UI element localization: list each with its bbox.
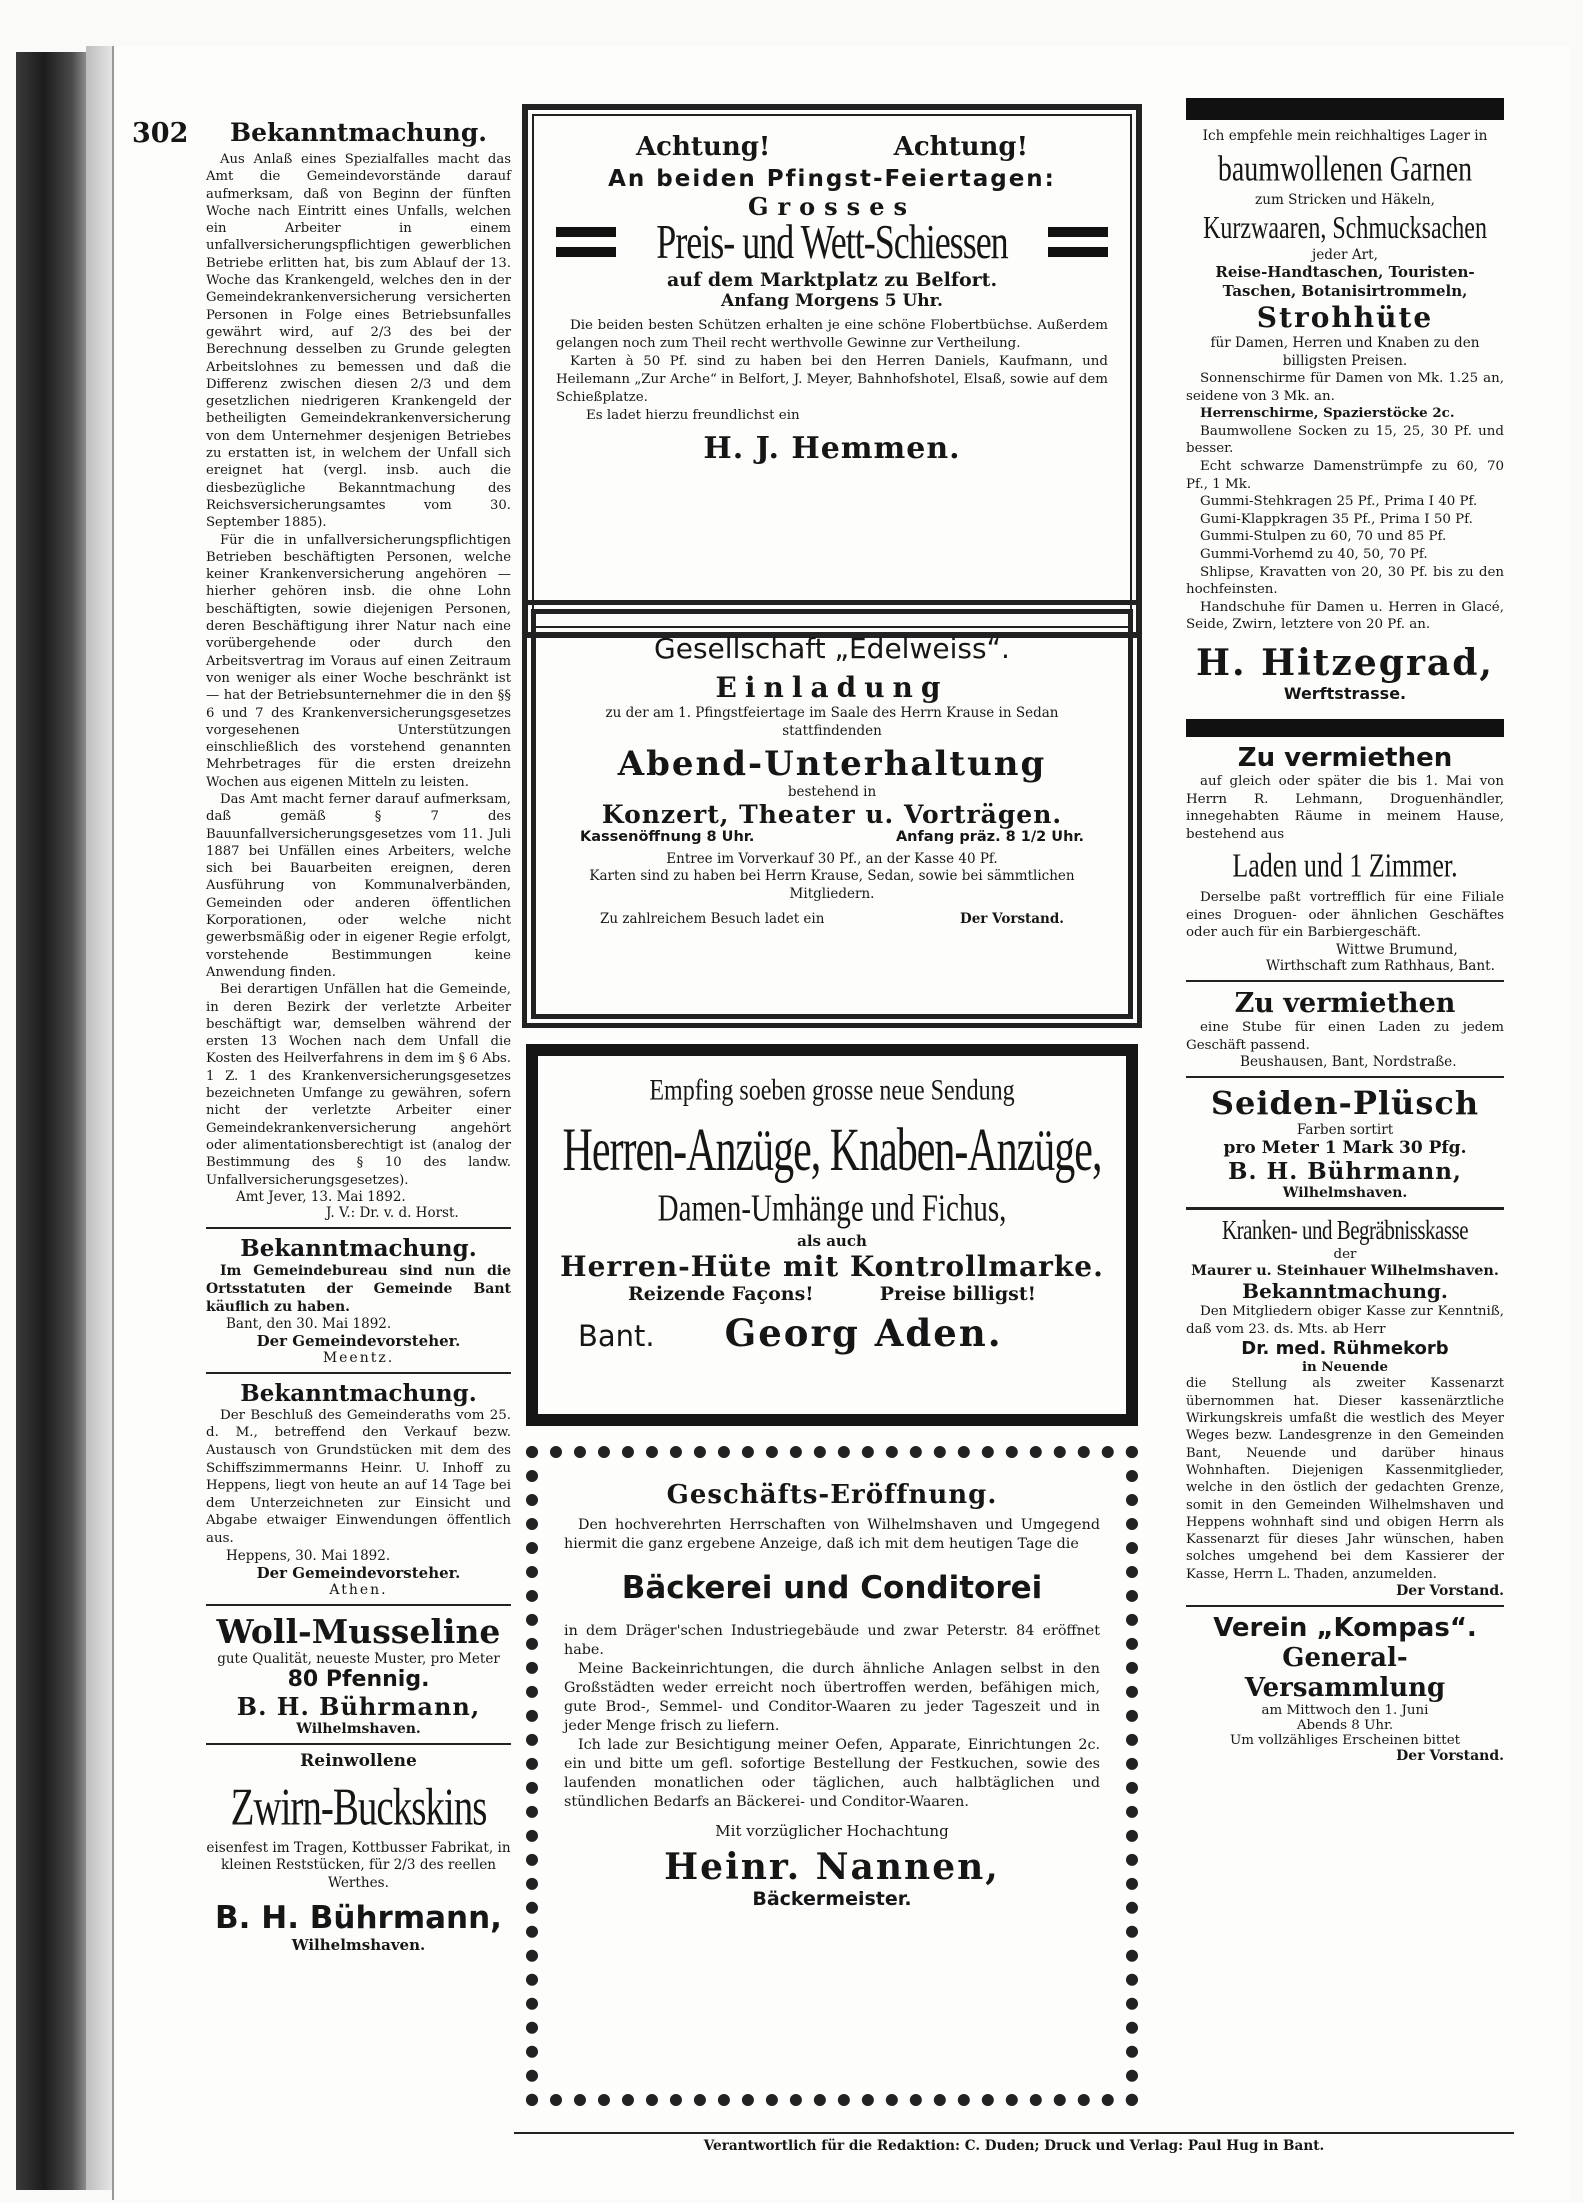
ad-pluesch-title: Seiden-Plüsch xyxy=(1210,1084,1480,1123)
ad-kasse-signature: Der Vorstand. xyxy=(1396,1583,1504,1599)
ad-kompas-title: Verein „Kompas“. xyxy=(1213,1613,1477,1643)
ad-aden-also: als auch xyxy=(797,1232,867,1250)
ad-aden-slogan: Preise billigst! xyxy=(879,1283,1036,1305)
notice-3-signature: Der Gemeindevorsteher. xyxy=(256,1563,461,1582)
ad-edelweiss-cards: Karten sind zu haben bei Herrn Krause, Sedan, sowie bei sämmtlichen Mitgliedern. xyxy=(589,868,1075,902)
notice-2-date: Bant, den 30. Mai 1892. xyxy=(226,1315,392,1332)
ad-pluesch-place: Wilhelmshaven. xyxy=(1282,1185,1408,1202)
ad-edelweiss xyxy=(522,600,1142,1028)
ad-georg-aden xyxy=(526,1044,1138,1426)
ad-schiessen xyxy=(522,104,1142,638)
ad-schiessen-text: Es ladet hierzu freundlichst ein xyxy=(586,408,800,423)
ad-zwirn-text: eisenfest im Tragen, Kottbusser Fabrikat, in kleinen Reststücken, für 2/3 des reellen Werthes. xyxy=(206,1839,511,1891)
divider xyxy=(206,1227,511,1229)
page-number: 302 xyxy=(132,118,189,149)
ad-kasse-sub: Maurer u. Steinhauer Wilhelmshaven. xyxy=(1191,1262,1499,1280)
ad-rent2-text: eine Stube für einen Laden zu jedem Geschäft passend. xyxy=(1186,1020,1504,1053)
ad-kompas-signature: Der Vorstand. xyxy=(1396,1748,1504,1764)
notice-1-date: Amt Jever, 13. Mai 1892. xyxy=(236,1188,406,1205)
divider xyxy=(206,1604,511,1606)
ad-hitzegrad-firm: H. Hitzegrad, xyxy=(1196,641,1494,684)
ad-edelweiss-start: Anfang präz. 8 1/2 Uhr. xyxy=(895,829,1084,845)
ad-nannen-text: Den hochverehrten Herrschaften von Wilhelmshaven und Umgegend hiermit die ganz ergebene Anzeige, daß ich mit dem heutigen Tage die xyxy=(564,1517,1100,1552)
ad-nannen-text: Meine Backeinrichtungen, die durch ähnliche Anlagen selbst in den Großstädten weder erreicht noch übertroffen werden, befähigen mich, gute Brod-, Semmel- und Conditor-Waaren zu jeder Tageszeit und in jeder Menge frisch zu liefern. xyxy=(564,1661,1100,1734)
ad-edelweiss-open: Kassenöffnung 8 Uhr. xyxy=(580,829,755,845)
ad-schiessen-text: Karten à 50 Pf. sind zu haben bei den Herren Daniels, Kaufmann, und Heilemann „Zur Arche“ in Belfort, J. Meyer, Bahnhofshotel, Elsaß, sowie auf dem Schießplatze. xyxy=(556,354,1108,405)
ad-hitzegrad-title: Kurzwaaren, Schmucksachen xyxy=(1203,211,1487,246)
ad-edelweiss-society: Gesellschaft „Edelweiss“. xyxy=(654,632,1010,665)
ad-edelweiss-program: Konzert, Theater u. Vorträgen. xyxy=(601,800,1063,829)
list-item: Gummi-Stulpen zu 60, 70 und 85 Pf. xyxy=(1200,529,1447,545)
notice-1-paragraph: Aus Anlaß eines Spezialfalles macht das Amt die Gemeindevorstände darauf aufmerksam, daß von Beginn der fünften Woche nach Eintritt eines Unfalls, welchen ein Arbeiter in einem unfallversicherungspflichtigen gewerblichen Betriebe erlitten hat, bis zum Ablauf der 13. Woche das Krankengeld, welches den in der Gemeindekrankenversicherung versicherten Personen in Folge eines Betriebsunfalles gewährt wird, auf 2/3 des bei der Berechnung desselben zu Grunde gelegten Arbeitslohnes zu bemessen und daß die Differenz zwischen diesen 2/3 und dem gesetzlichen niedrigeren Krankengeld der betheiligten Gemeindekrankenversicherung von dem Unternehmer desjenigen Betriebes zu erstatten ist, in welchem der Unfall sich ereignet hat (vergl. insb. auch die diesbezügliche Bekanntmachung des Reichsversicherungsamtes vom 30. September 1885). xyxy=(206,152,511,531)
ad-edelweiss-entry: Entree im Vorverkauf 30 Pf., an der Kasse 40 Pf. xyxy=(666,851,998,867)
ad-schiessen-text: Die beiden besten Schützen erhalten je eine schöne Flobertbüchse. Außerdem gelangen noch zum Theil recht werthvolle Gewinne zur Vertheilung. xyxy=(556,318,1108,351)
notice-3-title: Bekanntmachung. xyxy=(240,1379,477,1407)
ad-aden-firm: Georg Aden. xyxy=(724,1311,1003,1355)
ad-edelweiss-consist: bestehend in xyxy=(787,784,877,800)
ad-aden-slogan: Reizende Façons! xyxy=(628,1283,814,1305)
notice-1-title: Bekanntmachung. xyxy=(229,118,488,147)
column-right xyxy=(1186,98,1504,1764)
ad-nannen-greeting: Mit vorzüglicher Hochachtung xyxy=(715,1822,949,1840)
footer-imprint: Verantwortlich für die Redaktion: C. Duden; Druck und Verlag: Paul Hug in Bant. xyxy=(703,2138,1325,2154)
ad-kasse-text: Den Mitgliedern obiger Kasse zur Kenntniß, daß vom 23. ds. Mts. ab Herr xyxy=(1186,1304,1504,1337)
list-item: Herrenschirme, Spazierstöcke 2c. xyxy=(1200,405,1455,422)
list-item: Gummi-Vorhemd zu 40, 50, 70 Pf. xyxy=(1200,546,1428,562)
ad-nannen-name: Heinr. Nannen, xyxy=(664,1846,1000,1888)
notice-2-text: Im Gemeindebureau sind nun die Ortsstatuten der Gemeinde Bant käuflich zu haben. xyxy=(206,1262,511,1315)
ad-hitzegrad-sub: zum Stricken und Häkeln, xyxy=(1255,192,1435,208)
list-item: Baumwollene Socken zu 15, 25, 30 Pf. und besser. xyxy=(1186,423,1504,457)
ad-rent1-title: Zu vermiethen xyxy=(1237,742,1453,773)
list-item: Gummi-Stehkragen 25 Pf., Prima I 40 Pf. xyxy=(1200,494,1478,510)
ad-pluesch-firm: B. H. Bührmann, xyxy=(1228,1158,1462,1186)
ad-pluesch-price: pro Meter 1 Mark 30 Pfg. xyxy=(1223,1138,1467,1159)
ad-kasse-in: in Neuende xyxy=(1301,1359,1389,1376)
ad-kompas-text: am Mittwoch den 1. Juni xyxy=(1261,1703,1429,1718)
list-item: Sonnenschirme für Damen von Mk. 1.25 an, seidene von 3 Mk. an. xyxy=(1186,371,1504,404)
notice-3-date: Heppens, 30. Mai 1892. xyxy=(226,1547,391,1564)
ad-kasse-text: die Stellung als zweiter Kassenarzt übernommen hat. Dieser kassenärztliche Wirkungskreis umfaßt die westlich des Meyer Weges bezw. Landesgrenze in den Gemeinden Bant, Neuende und darüber hinaus Wohnhaften. Diejenigen Kassenmitglieder, welche in den östlich der gedachten Grenze, somit in den Gemeinden Wilhelmshaven und Heppens wohnhaft sind und obigen Herrn als Kassenarzt für dieses Jahr wünschen, haben solches umgehend bei dem Kassierer der Kasse, Herrn L. Thaden, anzumelden. xyxy=(1186,1376,1504,1582)
ad-zwirn-place: Wilhelmshaven. xyxy=(291,1936,426,1955)
ad-schiessen-start: Anfang Morgens 5 Uhr. xyxy=(721,291,943,311)
ad-kompas-time: Abends 8 Uhr. xyxy=(1296,1718,1394,1733)
ad-hitzegrad-bags: Reise-Handtaschen, Touristen-Taschen, Botanisirtrommeln, xyxy=(1215,263,1475,300)
ad-rent1-rooms: Laden und 1 Zimmer. xyxy=(1232,846,1458,885)
ad-edelweiss-invite: Zu zahlreichem Besuch ladet ein xyxy=(600,911,825,927)
ad-hitzegrad-intro: Ich empfehle mein reichhaltiges Lager in xyxy=(1202,128,1488,144)
ad-aden-line: Damen-Umhänge und Fichus, xyxy=(657,1188,1007,1230)
ad-zwirn-firm: B. H. Bührmann, xyxy=(215,1900,502,1937)
ad-schiessen-signature: H. J. Hemmen. xyxy=(703,431,961,466)
ad-aden-hats: Herren-Hüte mit Kontrollmarke. xyxy=(560,1250,1104,1283)
notice-1-paragraph: Für die in unfallversicherungspflichtigen Betrieben beschäftigten Personen, welche keiner Krankenversicherung angehören — hierher gehören insb. die ohne Lohn beschäftigten, sowie diejenigen Personen, deren Beschäftigung ihrer Natur nach eine vorübergehende oder durch den Arbeitsvertrag im Voraus auf einen Zeitraum von weniger als einer Woche beschränkt ist — hat der Betriebsunternehmer die in den §§ 6 und 7 des Krankenversicherungsgesetzes vorgesehenen Unterstützungen einschließlich des vorstehend genannten Mehrbetrages für die ersten dreizehn Wochen aus eigenen Mitteln zu leisten. xyxy=(206,532,511,790)
notice-2-name: Meentz. xyxy=(322,1349,395,1366)
ad-schiessen-title: Preis- und Wett-Schiessen xyxy=(656,215,1008,269)
list-item: Echt schwarze Damenstrümpfe zu 60, 70 Pf., 1 Mk. xyxy=(1186,458,1504,492)
ad-hitzegrad-street: Werftstrasse. xyxy=(1283,683,1407,703)
decorative-bar xyxy=(556,227,616,257)
ad-rent2-title: Zu vermiethen xyxy=(1234,988,1456,1020)
list-item: Gumi-Klappkragen 35 Pf., Prima I 50 Pf. xyxy=(1200,511,1473,527)
divider xyxy=(206,1372,511,1374)
ad-rent1-signature: Wittwe Brumund, xyxy=(1336,942,1458,959)
ad-nannen-text: Ich lade zur Besichtigung meiner Oefen, Apparate, Einrichtungen 2c. ein und bitte um gefl. sofortige Bestellung der Festkuchen, sowie des laufenden monatlichen oder täglichen, auch halbtäglichen und stündlichen Bedarfs an Bäckerei- und Conditor-Waaren. xyxy=(564,1737,1100,1810)
newspaper-page xyxy=(112,46,1570,2200)
list-item: Handschuhe für Damen u. Herren in Glacé, Seide, Zwirn, letztere von 20 Pf. an. xyxy=(1186,599,1504,633)
ad-hitzegrad-sub: für Damen, Herren und Knaben zu den billigsten Preisen. xyxy=(1210,335,1480,369)
ad-nannen-headline: Bäckerei und Conditorei xyxy=(621,1570,1043,1606)
ad-hitzegrad-list xyxy=(1186,370,1504,634)
page-edge xyxy=(86,46,112,2190)
ad-aden-place: Bant. xyxy=(578,1319,655,1353)
divider xyxy=(1186,1076,1504,1078)
ad-edelweiss-title: Einladung xyxy=(715,671,949,704)
ad-nannen xyxy=(526,1446,1138,2106)
footer-rule xyxy=(514,2132,1514,2134)
ad-kasse-doctor: Dr. med. Rühmekorb xyxy=(1241,1338,1449,1360)
ad-schiessen-holidays: An beiden Pfingst-Feiertagen: xyxy=(608,166,1056,192)
ad-hitzegrad-sub: jeder Art, xyxy=(1312,247,1378,263)
ad-hitzegrad-title: baumwollenen Garnen xyxy=(1217,149,1473,190)
ad-woll-title: Woll-Musseline xyxy=(216,1611,501,1651)
divider xyxy=(206,1743,511,1745)
divider xyxy=(1186,1207,1504,1210)
notice-2-title: Bekanntmachung. xyxy=(240,1234,477,1262)
ad-kasse-head: Bekanntmachung. xyxy=(1242,1279,1448,1304)
list-item: Shlipse, Kravatten von 20, 30 Pf. bis zu den hochfeinsten. xyxy=(1186,564,1504,598)
ad-edelweiss-signature: Der Vorstand. xyxy=(960,911,1064,927)
ad-hitzegrad-hats: Strohhüte xyxy=(1256,301,1434,334)
ad-schiessen-attention: Achtung! xyxy=(893,132,1028,162)
notice-3-text: Der Beschluß des Gemeinderaths vom 25. d. M., betreffend den Verkauf bezw. Austausch von Grundstücken mit dem des Schiffszimmermanns Heinr. U. Inhoff zu Heppens, liegt von heute an auf 14 Tage bei dem Unterzeichneten zur Einsicht und Abgabe etwaiger Einwendungen öffentlich aus. xyxy=(206,1407,511,1546)
ad-aden-line: Empfing soeben grosse neue Sendung xyxy=(649,1074,1015,1108)
ad-schiessen-grosses: Grosses xyxy=(748,192,916,221)
notice-1-paragraph: Das Amt macht ferner darauf aufmerksam, daß gemäß § 7 des Bauunfallversicherungsgesetzes vom 11. Juli 1887 bei Unfällen eines Arbeiters, welche sich bei Bauarbeiten ereignen, deren Ausführung von Kommunalverbänden, Gemeinden oder anderen öffentlichen Korporationen, oder welche nicht gewerbsmäßig oder in eigener Regie erfolgt, vorstehende Bestimmungen keine Anwendung finden. xyxy=(206,791,511,980)
ad-kasse-der: der xyxy=(1333,1247,1357,1263)
decorative-bar xyxy=(1048,227,1108,257)
notice-2-signature: Der Gemeindevorsteher. xyxy=(256,1331,461,1350)
ad-nannen-text: in dem Dräger'schen Industriegebäude und zwar Peterstr. 84 eröffnet habe. xyxy=(564,1623,1100,1658)
ad-edelweiss-event: Abend-Unterhaltung xyxy=(617,744,1047,784)
ad-rent2-signature: Beushausen, Bant, Nordstraße. xyxy=(1240,1054,1457,1071)
ad-pluesch-sub: Farben sortirt xyxy=(1296,1122,1394,1139)
ad-schiessen-attention: Achtung! xyxy=(636,132,771,162)
notice-1-paragraph: Bei derartigen Unfällen hat die Gemeinde, in deren Bezirk der verletzte Arbeiter beschäftigt war, demselben während der ersten 13 Wochen nach dem Unfall die Kosten des Heilverfahrens in dem im § 6 Abs. 1 Z. 1 des Krankenversicherungsgesetzes bezeichneten Umfange zu gewähren, sofern nicht der verletzte Arbeiter einer Gemeindekrankenversicherung angehört oder alimentationsberechtigt ist (analog der Bestimmung des § 10 des landw. Unfallversicherungsgesetzes). xyxy=(206,982,511,1188)
ad-aden-headline: Herren-Anzüge, Knaben-Anzüge, xyxy=(562,1117,1102,1185)
top-bar xyxy=(1186,98,1504,120)
ad-edelweiss-intro: zu der am 1. Pfingstfeiertage im Saale des Herrn Krause in Sedan stattfindenden xyxy=(605,705,1059,739)
ad-rent1-text: auf gleich oder später die bis 1. Mai von Herrn R. Lehmann, Droguenhändler, innegehabten Räume in meinem Hause, bestehend aus xyxy=(1186,773,1504,842)
ad-kompas-text: Um vollzähliges Erscheinen bittet xyxy=(1229,1733,1460,1748)
notice-1-signature: J. V.: Dr. v. d. Horst. xyxy=(326,1204,459,1221)
divider xyxy=(1186,1605,1504,1607)
ad-woll-place: Wilhelmshaven. xyxy=(296,1720,421,1737)
divider xyxy=(1186,980,1504,982)
ad-zwirn-title: Zwirn-Buckskins xyxy=(230,1778,487,1837)
ad-nannen-title: Geschäfts-Eröffnung. xyxy=(666,1480,998,1510)
ad-woll-firm: B. H. Bührmann, xyxy=(236,1691,481,1721)
book-spine xyxy=(16,52,86,2190)
ad-schiessen-place: auf dem Marktplatz zu Belfort. xyxy=(666,269,998,291)
ad-rent1-signature: Wirthschaft zum Rathhaus, Bant. xyxy=(1266,958,1495,975)
ad-rent1-text: Derselbe paßt vortrefflich für eine Filiale eines Droguen- oder ähnlichen Geschäftes oder auch für ein Barbiergeschäft. xyxy=(1186,890,1504,941)
ad-nannen-role: Bäckermeister. xyxy=(752,1888,912,1910)
notice-3-name: Athen. xyxy=(329,1581,388,1598)
column-left xyxy=(206,118,511,1954)
ad-kasse-title: Kranken- und Begräbnisskasse xyxy=(1221,1214,1469,1246)
divider-bar xyxy=(1186,719,1504,737)
ad-zwirn-pre: Reinwollene xyxy=(300,1750,417,1771)
ad-woll-text: gute Qualität, neueste Muster, pro Meter xyxy=(217,1650,500,1667)
ad-kompas-sub: General-Versammlung xyxy=(1244,1643,1446,1703)
ad-woll-price: 80 Pfennig. xyxy=(287,1666,430,1692)
